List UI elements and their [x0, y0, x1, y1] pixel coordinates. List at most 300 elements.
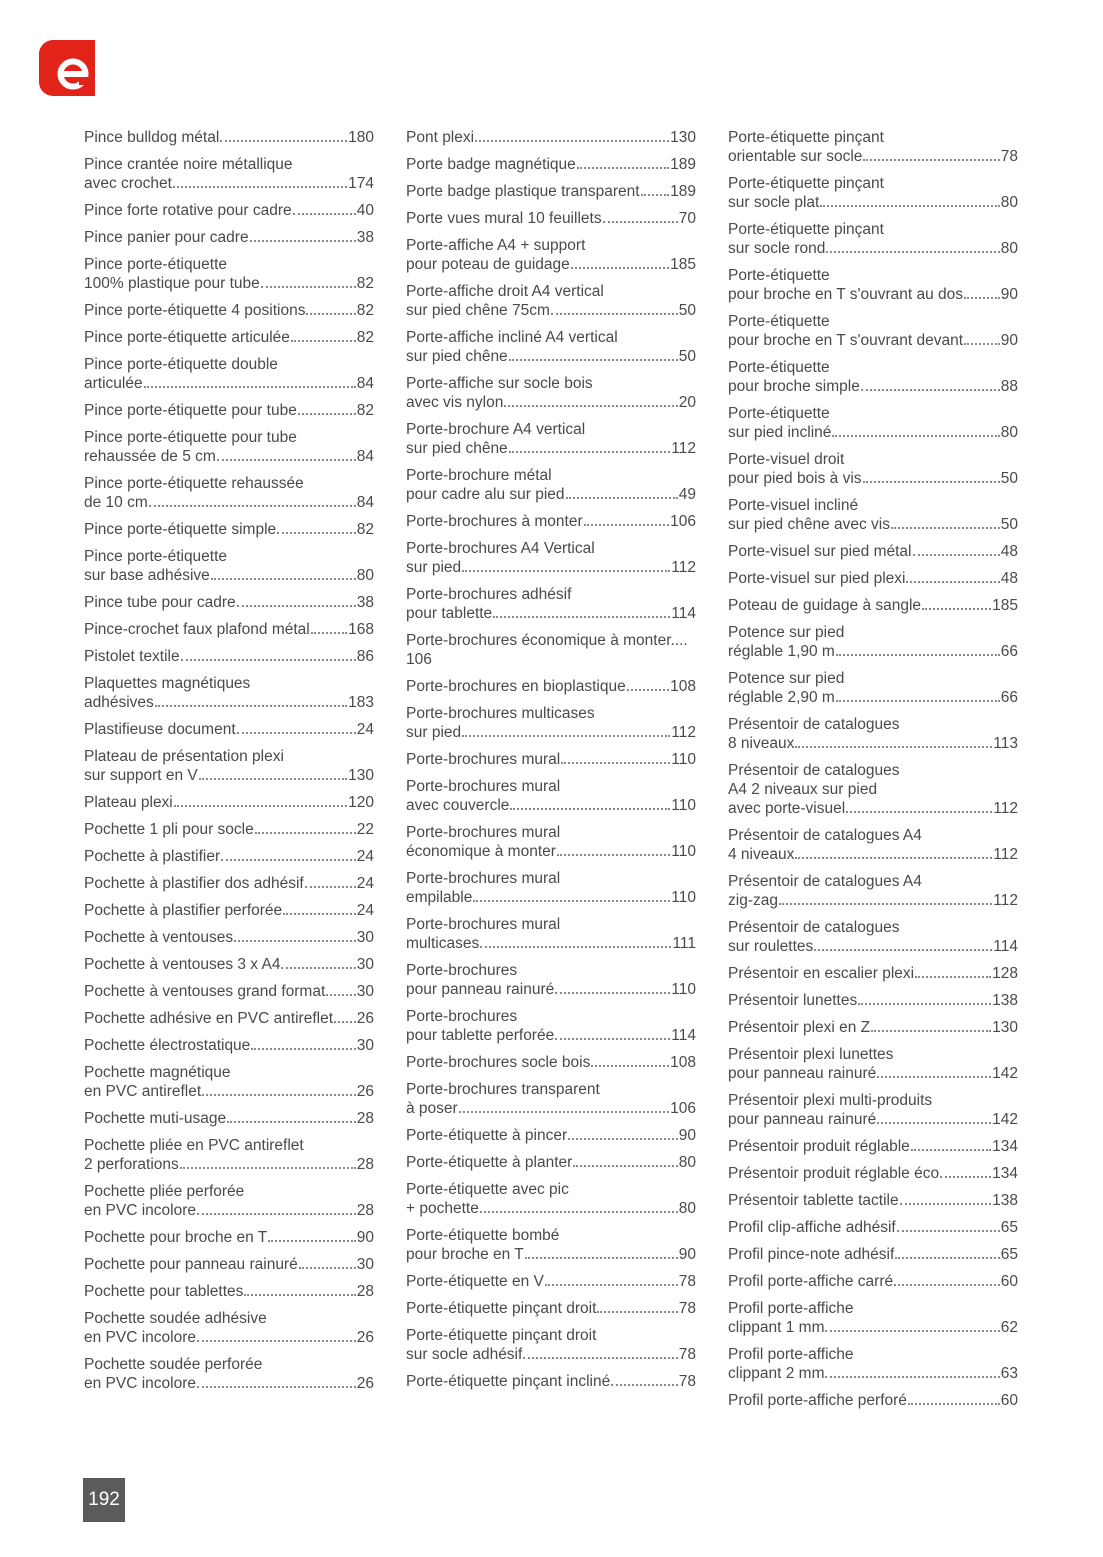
index-entry-name: Porte-brochures adhésif — [406, 586, 572, 603]
dot-leader — [197, 1213, 356, 1215]
index-entry — [84, 874, 374, 893]
dot-leader — [281, 967, 355, 969]
index-entry — [84, 1282, 374, 1301]
index-entry-page: 130 — [670, 129, 696, 146]
index-entry-name: avec porte-visuel — [728, 800, 846, 817]
index-entry-line — [84, 1063, 374, 1082]
index-entry-line — [406, 512, 696, 531]
index-entry-line — [406, 650, 696, 669]
index-entry — [406, 1053, 696, 1072]
index-entry-page: 168 — [348, 621, 374, 638]
dot-leader — [181, 659, 356, 661]
index-entry-line — [84, 1036, 374, 1055]
index-entry-name: Porte-étiquette pinçant incliné — [406, 1373, 611, 1390]
index-entry-page: 28 — [356, 1156, 374, 1173]
index-entry-name: Porte-brochures mural — [406, 870, 561, 887]
index-entry-line — [84, 1255, 374, 1274]
index-entry-line — [406, 677, 696, 696]
index-entry-line — [84, 228, 374, 247]
index-entry-line — [406, 750, 696, 769]
index-entry — [406, 1180, 696, 1218]
index-entry-line — [406, 128, 696, 147]
index-entry-name: sur pied — [406, 559, 462, 576]
dot-leader — [573, 1165, 677, 1167]
index-entry-line — [728, 1364, 1018, 1383]
index-entry-name: Porte-étiquette en V — [406, 1273, 544, 1290]
index-entry-line — [406, 980, 696, 999]
page-number: 192 — [83, 1478, 125, 1522]
index-entry-line — [728, 845, 1018, 864]
index-entry — [84, 982, 374, 1001]
index-entry — [406, 1007, 696, 1045]
index-entry — [728, 220, 1018, 258]
index-entry-name: multicases — [406, 935, 480, 952]
index-entry — [84, 928, 374, 947]
index-entry-name: empilable — [406, 889, 473, 906]
dot-leader — [199, 778, 347, 780]
index-entry-name: Porte-visuel sur pied plexi — [728, 570, 906, 587]
index-entry-page: 80 — [1000, 424, 1018, 441]
index-entry-name: Présentoir plexi lunettes — [728, 1046, 894, 1063]
index-entry-page: 111 — [672, 935, 696, 952]
index-entry — [406, 585, 696, 623]
dot-leader — [237, 605, 356, 607]
index-entry-name: Pochette 1 pli pour socle — [84, 821, 254, 838]
index-entry — [406, 823, 696, 861]
index-entry-line — [728, 1191, 1018, 1210]
index-entry-page: 114 — [671, 605, 696, 622]
index-entry-page: 110 — [671, 751, 696, 768]
index-entry-line — [406, 347, 696, 366]
index-entry-page: 48 — [1000, 570, 1018, 587]
index-entry-page: 24 — [356, 721, 374, 738]
index-entry-page: 30 — [356, 983, 374, 1000]
index-column-1 — [84, 128, 374, 1401]
index-entry-line — [728, 423, 1018, 442]
index-entry-page: 78 — [678, 1300, 696, 1317]
index-entry — [728, 1191, 1018, 1210]
dot-leader — [244, 1294, 355, 1296]
index-entry — [406, 961, 696, 999]
index-entry-name: Porte-brochure A4 vertical — [406, 421, 586, 438]
index-entry-page: 70 — [678, 210, 696, 227]
index-entry — [728, 496, 1018, 534]
index-entry-page: 60 — [1000, 1273, 1018, 1290]
index-entry — [84, 301, 374, 320]
index-entry-line — [728, 239, 1018, 258]
index-entry — [406, 128, 696, 147]
index-entry-line — [406, 1126, 696, 1145]
index-entry-name: Pince porte-étiquette — [84, 256, 228, 273]
index-entry-line — [728, 799, 1018, 818]
index-entry-name: Pochette pliée perforée — [84, 1183, 245, 1200]
index-entry-page: 40 — [356, 202, 374, 219]
index-entry-name: 8 niveaux — [728, 735, 795, 752]
index-entry-line — [84, 520, 374, 539]
dot-leader — [220, 140, 347, 142]
index-entry-line — [406, 328, 696, 347]
dot-leader — [597, 1311, 677, 1313]
dot-leader — [509, 451, 671, 453]
dot-leader — [561, 762, 670, 764]
index-entry-line — [728, 1391, 1018, 1410]
index-entry-name: articulée — [84, 375, 143, 392]
index-entry-line — [406, 723, 696, 742]
index-entry — [84, 593, 374, 612]
index-entry-name: Porte-brochures mural — [406, 778, 561, 795]
dot-leader — [571, 267, 669, 269]
dot-leader — [155, 705, 347, 707]
index-entry-line — [406, 888, 696, 907]
index-entry-name: Pochette soudée adhésive — [84, 1310, 267, 1327]
index-entry — [728, 1164, 1018, 1183]
index-entry-name: Présentoir de catalogues — [728, 716, 900, 733]
dot-leader — [221, 859, 356, 861]
index-entry-name: Porte-brochures — [406, 962, 518, 979]
index-entry-page: 138 — [992, 992, 1018, 1009]
index-entry-name: pour pied bois à vis — [728, 470, 862, 487]
index-entry — [84, 1063, 374, 1101]
index-entry-line — [728, 891, 1018, 910]
dot-leader — [795, 857, 992, 859]
index-entry-name: avec crochet — [84, 175, 172, 192]
dot-leader — [311, 632, 347, 634]
index-entry-line — [728, 1345, 1018, 1364]
index-entry-name: Pochette soudée perforée — [84, 1356, 263, 1373]
index-entry-line — [406, 1180, 696, 1199]
index-entry-name: Porte badge plastique transparent — [406, 183, 640, 200]
index-entry — [406, 539, 696, 577]
index-entry-page: 108 — [670, 1054, 696, 1071]
index-entry-line — [728, 1045, 1018, 1064]
dot-leader — [459, 1111, 669, 1113]
index-entry-page: 112 — [993, 892, 1018, 909]
dot-leader — [525, 1257, 678, 1259]
index-entry — [728, 1045, 1018, 1083]
index-entry-name: Pochette à plastifier perforée — [84, 902, 283, 919]
index-entry-name: Profil porte-affiche — [728, 1346, 854, 1363]
index-entry-name: 2 perforations — [84, 1156, 179, 1173]
index-entry-name: Porte-brochures multicases — [406, 705, 595, 722]
index-entry-name: Présentoir produit réglable éco — [728, 1165, 940, 1182]
index-entry — [728, 1272, 1018, 1291]
index-entry-name: Porte-brochures mural — [406, 916, 561, 933]
index-entry-line — [728, 826, 1018, 845]
index-entry-page: 90 — [1000, 332, 1018, 349]
index-entry-page: 142 — [992, 1065, 1018, 1082]
index-entry-name: sur pied — [406, 724, 462, 741]
index-entry-name: pour broche en T s'ouvrant au dos — [728, 286, 964, 303]
index-entry-line — [84, 693, 374, 712]
index-entry-line — [84, 447, 374, 466]
index-entry-line — [406, 1026, 696, 1045]
dot-leader — [591, 1065, 669, 1067]
index-entry-line — [728, 669, 1018, 688]
index-entry-page: 30 — [356, 1256, 374, 1273]
index-entry-page: 26 — [356, 1010, 374, 1027]
index-entry-name: Porte-étiquette pinçant droit — [406, 1300, 597, 1317]
index-entry-line — [728, 1110, 1018, 1129]
index-entry — [728, 1391, 1018, 1410]
index-entry-name: Porte-brochures mural — [406, 751, 561, 768]
index-entry-page: 26 — [356, 1329, 374, 1346]
dot-leader — [906, 581, 999, 583]
index-entry — [84, 747, 374, 785]
dot-leader — [473, 900, 670, 902]
dot-leader — [964, 343, 1000, 345]
index-entry-name: Présentoir de catalogues A4 — [728, 873, 922, 890]
index-entry-name: Plateau plexi — [84, 794, 173, 811]
index-entry — [84, 355, 374, 393]
index-entry-line — [406, 1326, 696, 1345]
index-entry-page: 82 — [356, 402, 374, 419]
index-entry-name: Plastifieuse document — [84, 721, 236, 738]
index-entry-line — [406, 1372, 696, 1391]
dot-leader — [964, 297, 1000, 299]
index-entry-page: 189 — [670, 183, 696, 200]
index-entry-name: pour tablette — [406, 605, 493, 622]
index-entry-page: 110 — [671, 797, 696, 814]
index-entry-line — [728, 220, 1018, 239]
index-entry — [728, 1218, 1018, 1237]
dot-leader — [858, 1003, 991, 1005]
index-entry-line — [406, 934, 696, 953]
index-entry-name: Pince porte-étiquette pour tube — [84, 402, 297, 419]
index-entry-name: Profil porte-affiche perforé — [728, 1392, 907, 1409]
dot-leader — [197, 1340, 356, 1342]
index-entry-name: Pochette pour panneau rainuré — [84, 1256, 298, 1273]
index-entry-line — [84, 255, 374, 274]
index-entry-page: 82 — [356, 521, 374, 538]
index-entry-line — [406, 155, 696, 174]
index-entry-line — [406, 604, 696, 623]
index-entry-name: Pince porte-étiquette simple — [84, 521, 277, 538]
dot-leader — [283, 913, 356, 915]
index-entry-page: 65 — [1000, 1219, 1018, 1236]
index-entry — [406, 1080, 696, 1118]
dot-leader — [234, 940, 356, 942]
dot-leader — [299, 1267, 356, 1269]
index-entry — [728, 542, 1018, 561]
index-entry-line — [84, 1082, 374, 1101]
index-entry-name: avec vis nylon — [406, 394, 504, 411]
index-entry-page: 20 — [678, 394, 696, 411]
dot-leader — [566, 497, 678, 499]
index-entry-name: Pince porte-étiquette double — [84, 356, 278, 373]
index-entry-name: Pochette adhésive en PVC antireflet — [84, 1010, 334, 1027]
index-entry-name: Pochette pliée en PVC antireflet — [84, 1137, 304, 1154]
index-entry-page: 24 — [356, 848, 374, 865]
index-entry — [728, 991, 1018, 1010]
index-entry — [728, 715, 1018, 753]
index-entry — [406, 704, 696, 742]
index-entry-name: Présentoir produit réglable — [728, 1138, 910, 1155]
dot-leader — [611, 1384, 678, 1386]
index-entry-page: 110 — [671, 981, 696, 998]
index-entry-line — [728, 1245, 1018, 1264]
index-entry-line — [728, 937, 1018, 956]
index-entry-line — [406, 1099, 696, 1118]
dot-leader — [900, 1203, 992, 1205]
index-entry — [406, 282, 696, 320]
index-entry-name: zig-zag — [728, 892, 778, 909]
index-entry-name: Présentoir plexi en Z — [728, 1019, 871, 1036]
dot-leader — [291, 340, 356, 342]
dot-leader — [268, 1240, 355, 1242]
index-entry-name: en PVC incolore — [84, 1329, 197, 1346]
index-entry-line — [406, 1007, 696, 1026]
index-entry-line — [728, 285, 1018, 304]
index-entry-name: Pince porte-étiquette rehaussée — [84, 475, 304, 492]
index-entry-line — [728, 991, 1018, 1010]
index-entry-line — [84, 766, 374, 785]
index-entry-name: sur support en V — [84, 767, 198, 784]
dot-leader — [922, 608, 991, 610]
dot-leader — [891, 527, 1000, 529]
index-entry-line — [406, 823, 696, 842]
index-entry — [84, 1355, 374, 1393]
index-entry-name: sur base adhésive — [84, 567, 210, 584]
index-entry-name: Porte-brochures — [406, 1008, 518, 1025]
index-entry-line — [728, 918, 1018, 937]
index-entry-page: 78 — [678, 1373, 696, 1390]
index-entry-line — [84, 374, 374, 393]
index-entry-name: Pochette pour broche en T — [84, 1229, 268, 1246]
index-entry-line — [84, 620, 374, 639]
index-entry-line — [406, 236, 696, 255]
index-entry — [406, 631, 696, 669]
index-entry — [728, 128, 1018, 166]
index-entry — [728, 358, 1018, 396]
index-entry — [406, 1272, 696, 1291]
index-entry-name: Profil pince-note adhésif — [728, 1246, 895, 1263]
index-entry-line — [406, 1245, 696, 1264]
index-entry-line — [84, 401, 374, 420]
dot-leader — [877, 1122, 991, 1124]
index-entry-line — [406, 704, 696, 723]
index-entry-page: 106 — [670, 1100, 696, 1117]
index-entry-name: Pince bulldog métal — [84, 129, 220, 146]
index-entry-page: 90 — [1000, 286, 1018, 303]
index-entry-name: + pochette — [406, 1200, 479, 1217]
index-entry — [84, 547, 374, 585]
index-entry — [84, 155, 374, 193]
index-entry-page: 80 — [1000, 240, 1018, 257]
index-entry-name: Pochette à plastifier — [84, 848, 221, 865]
index-entry-page: 142 — [992, 1111, 1018, 1128]
index-entry-page: 120 — [348, 794, 374, 811]
index-entry-name: Porte badge magnétique — [406, 156, 576, 173]
index-entry-name: économique à monter — [406, 843, 556, 860]
dot-leader — [211, 578, 356, 580]
index-entry-line — [84, 474, 374, 493]
index-entry-line — [728, 147, 1018, 166]
dot-leader — [509, 359, 678, 361]
index-entry-name: sur roulettes — [728, 938, 814, 955]
index-entry-page: 82 — [356, 329, 374, 346]
index-entry-line — [406, 255, 696, 274]
dot-leader — [493, 616, 670, 618]
index-entry-line — [84, 874, 374, 893]
index-entry — [728, 918, 1018, 956]
index-entry-name: clippant 2 mm — [728, 1365, 825, 1382]
index-entry-name: pour panneau rainuré — [728, 1111, 877, 1128]
index-entry-page: 112 — [993, 846, 1018, 863]
index-entry-name: Pochette à ventouses 3 x A4 — [84, 956, 281, 973]
index-entry — [406, 1226, 696, 1264]
index-entry-page: 22 — [356, 821, 374, 838]
index-entry-page: 82 — [356, 275, 374, 292]
index-entry — [84, 1182, 374, 1220]
index-entry-page: 26 — [356, 1375, 374, 1392]
index-entry-line — [406, 374, 696, 393]
index-entry — [406, 236, 696, 274]
index-entry-line — [406, 558, 696, 577]
index-entry — [84, 474, 374, 512]
index-entry — [406, 677, 696, 696]
index-entry-line — [84, 793, 374, 812]
index-entry-name: avec couvercle — [406, 797, 510, 814]
index-entry-line — [728, 1018, 1018, 1037]
dot-leader — [895, 1257, 999, 1259]
index-entry-line — [84, 982, 374, 1001]
index-entry-line — [728, 1218, 1018, 1237]
index-entry-line — [84, 1328, 374, 1347]
index-entry — [406, 869, 696, 907]
index-entry-page: 78 — [678, 1346, 696, 1363]
index-entry-line — [84, 1355, 374, 1374]
index-entry-name: de 10 cm — [84, 494, 148, 511]
index-entry-line — [406, 585, 696, 604]
index-entry-name: orientable sur socle — [728, 148, 863, 165]
index-entry-line — [728, 266, 1018, 285]
index-entry-line — [84, 1309, 374, 1328]
index-entry-line — [84, 1182, 374, 1201]
index-entry-name: Pince panier pour cadre — [84, 229, 249, 246]
index-entry-name: Porte-brochures économique à monter.... — [406, 632, 688, 649]
index-entry-line — [406, 1345, 696, 1364]
index-entry-name: à poser — [406, 1100, 458, 1117]
index-entry-page: 38 — [356, 229, 374, 246]
index-entry-name: Potence sur pied — [728, 670, 845, 687]
dot-leader — [180, 1167, 356, 1169]
index-entry-line — [406, 539, 696, 558]
index-entry-name: Pochette à plastifier dos adhésif — [84, 875, 304, 892]
dot-leader — [173, 186, 347, 188]
index-entry — [728, 312, 1018, 350]
dot-leader — [510, 808, 670, 810]
index-entry-page: 38 — [356, 594, 374, 611]
index-entry-line — [728, 1299, 1018, 1318]
index-entry-line — [728, 596, 1018, 615]
index-entry — [728, 1299, 1018, 1337]
index-entry-page: 108 — [670, 678, 696, 695]
index-entry-line — [406, 1226, 696, 1245]
index-entry-line — [406, 1272, 696, 1291]
index-entry-line — [728, 1272, 1018, 1291]
index-entry-name: Plateau de présentation plexi — [84, 748, 284, 765]
index-entry-name: Pince porte-étiquette articulée — [84, 329, 290, 346]
dot-leader — [836, 654, 1000, 656]
index-entry-line — [728, 1318, 1018, 1337]
dot-leader — [863, 159, 999, 161]
index-entry-page: 90 — [678, 1127, 696, 1144]
index-entry-page: 114 — [993, 938, 1018, 955]
index-entry-line — [84, 1136, 374, 1155]
index-entry-line — [406, 631, 696, 650]
index-entry-line — [406, 915, 696, 934]
dot-leader — [298, 413, 356, 415]
